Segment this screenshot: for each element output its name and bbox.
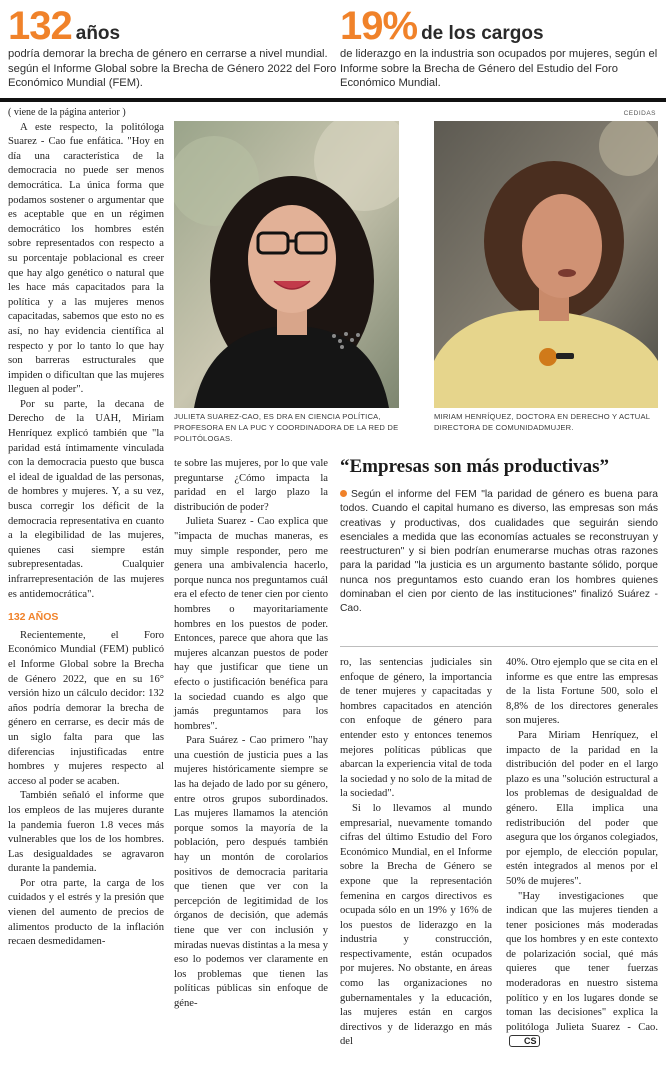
photo-julieta-suarez-cao — [174, 121, 399, 408]
paragraph: te sobre las mujeres, por lo que vale preguntarse ¿Cómo impacta la paridad en el largo plazo la distribución de poder? — [174, 458, 328, 513]
paragraph-text: "Hay investigaciones que indican que las mujeres tienden a tener posiciones más moderadas que los hombres y en este contexto de polarización social, qué más quieres que tener fuerzas moderadoras en nuestro sistema político y en los lugares donde se toman las decisiones" explica la politóloga Julieta Suarez - Cao. — [506, 890, 658, 1033]
photo-caption: JULIETA SUAREZ-CAO, ES DRA EN CIENCIA POLÍTICA, PROFESORA EN LA PUC Y COORDINADORA DE LA RED DE POLITÓLOGAS. — [174, 412, 399, 443]
section-subhead: 132 AÑOS — [8, 611, 59, 624]
box-divider — [340, 646, 658, 647]
paragraph: Por otra parte, la carga de los cuidados y el estrés y la presión que vienen del aumento de precios de alimentos producto de la inflación recaen desmedidamen- — [8, 877, 164, 948]
stat-text: de liderazgo en la industria son ocupados por mujeres, según el Informe sobre la Brecha de Género del Estudio del Foro Económico Mundial. — [340, 48, 658, 89]
paragraph: Para Miriam Henríquez, el impacto de la paridad en la distribución del poder en el largo plazo es una "solución estructural a los problemas de desigualdad de género. Ella implica una redistribución del poder que asegura que los órganos colegiados, por ejemplo, de elección popular, estén integrados al menos por el 50% de mujeres". — [506, 729, 658, 887]
paragraph: A este respecto, la politóloga Suarez - Cao fue enfática. "Hoy en día una característica de la democracia no puede ser menos democrática. La única forma que podamos sostener o argumentar que es aceptable que en un régimen democrático los hombres estén sobre representados con respecto a su porcentaje poblacional es creer que hay algo genético o natural que les hace más capacitados para la política y a las mujeres menos capacitadas, sabemos que esto no es así, no hay evidencia científica al respecto y por lo tanto lo que hay son barreras estructurales que impiden o dificultan que las mujeres lleguen al poder". — [8, 121, 164, 396]
stat-word: años — [75, 23, 121, 44]
paragraph: También señaló el informe que los empleos de las mujeres durante la pandemia fueron 1.8 veces más vulnerables que los de los hombres. Las desigualdades se agravaron durante la pandemia. — [8, 790, 164, 875]
stat-block-right — [340, 6, 660, 91]
paragraph: Si lo llevamos al mundo empresarial, nuevamente tomando cifras del último Estudio del Foro Económico Mundial, en el Informe sobre la Brecha de Género se expone que la representación femenina en cargos directivos es ocupada sólo en un 19% y 16% de los puestos de liderazgo en la industria y construcción, respectivamente, están ocupados por mujeres. No obstante, en áreas como las organizaciones no gubernamentales y la educación, las mujeres están en cargos directivos y de liderazgo en más del — [340, 802, 492, 1048]
photo-miriam-henriquez — [434, 121, 658, 408]
article-column-1 — [8, 106, 164, 950]
paragraph: ro, las sentencias judiciales sin enfoque de género, la importancia de tener mujeres y capacitadas y hombres capacitados en atención con enfoque de género para entender esto y entonces tenemos mejores políticas públicas que abarcan la experiencia vital de toda la sociedad y no solo de la mitad de la sociedad". — [340, 657, 492, 800]
sidebar-box — [340, 456, 658, 617]
box-title: “Empresas son más productivas” — [340, 456, 610, 477]
stat-block-left — [8, 6, 338, 91]
section-rule — [0, 98, 666, 102]
paragraph: Julieta Suarez - Cao explica que "impacta de muchas maneras, es muy simple responder, pero me genera una ambivalencia hacerlo, porque nunca nos preguntamos cuál era el efecto de tener cien por ciento hombres o mayoritariamente hombres en los puestos de poder. Entonces, parece que ahora que las mujeres alcanzan puestos de poder hay que justificar que tiene un efecto o justificación benéfica para la sociedad cuando es algo que jamás preguntamos para los hombres". — [174, 516, 328, 732]
continued-note: ( viene de la página anterior ) — [8, 107, 126, 118]
paragraph: Recientemente, el Foro Económico Mundial (FEM) publicó el Informe Global sobre la Brecha de Género 2022, que en su 16° versión hizo un cálculo decidor: 132 años podría demorar la brecha de género en cerrarse, es decir más de un siglo falta para que las diferencias injustificadas entre hombres y mujeres respecto al acceso al poder se acaben. — [8, 629, 164, 787]
end-mark-icon: CS — [509, 1035, 540, 1047]
bullet-icon — [340, 490, 347, 497]
article-column-2 — [174, 457, 328, 1012]
paragraph: Para Suárez - Cao primero "hay una cuestión de justicia pues a las mujeres históricamente siempre se las ha dejado de lado por su género, entre otros grupos subordinados. Las mujeres llamamos la atención porque somos la mayoría de la población, pero después también hay un montón de corolarios positivos de democracia paritaria que tienen que ver con la percepción de legitimidad de los órganos de decisión, que además tiene que ver con inclusión y miradas nuevas distintas a la mesa y eso lo podemos ver claramente en los problemas que tienen las políticas públicas sin enfoque de géne- — [174, 735, 328, 1009]
box-paragraph: Según el informe del FEM "la paridad de género es buena para todos. Cuando el capital humano es diverso, las empresas son más creativas y productivas, dos cualidades que seguirán siendo esenciales a medida que las economías actuales se reconstruyan y reestructuren" y si bien podrían enumerarse muchas otras razones para la paridad "la justicia es un argumento bastante sólido, porque nunca nos preguntamos esto cuando eran los hombres quienes dominaban el cien por ciento de las instituciones" finalizó Suárez - Cao. — [340, 489, 658, 615]
photo-caption: MIRIAM HENRÍQUEZ, DOCTORA EN DERECHO Y ACTUAL DIRECTORA DE COMUNIDADMUJER. — [434, 412, 650, 432]
portrait-image — [174, 121, 399, 408]
stat-text: podría demorar la brecha de género en cerrarse a nivel mundial. según el Informe Global sobre la Brecha de Género 2022 del Foro Económico Mundial (FEM). — [8, 48, 337, 89]
photo-credits: CEDIDAS — [623, 110, 656, 117]
box-text — [340, 488, 658, 617]
portrait-image — [434, 121, 658, 408]
stat-number: 19% — [340, 4, 418, 48]
stat-word: de los cargos — [421, 23, 544, 44]
article-column-4 — [506, 656, 658, 1050]
stat-number: 132 — [8, 4, 72, 48]
paragraph — [506, 890, 658, 1051]
article-column-3 — [340, 656, 492, 1050]
paragraph: 40%. Otro ejemplo que se cita en el informe es que entre las empresas de la lista Fortune 500, solo el 8,8% de los directores generales son mujeres. — [506, 657, 658, 727]
paragraph: Por su parte, la decana de Derecho de la UAH, Miriam Henríquez explicó también que "la paridad está íntimamente vinculada con la democracia puesto que busca el ideal de igualdad de las personas, de hombres y mujeres. Y, a su vez, busca corregir los déficit de la democracia representativa en cuanto a la elegibilidad de las mujeres, quienes casi siempre están subrepresentadas. Cualquier infrarrepresentación de las mujeres es antidemocrática". — [8, 398, 164, 600]
